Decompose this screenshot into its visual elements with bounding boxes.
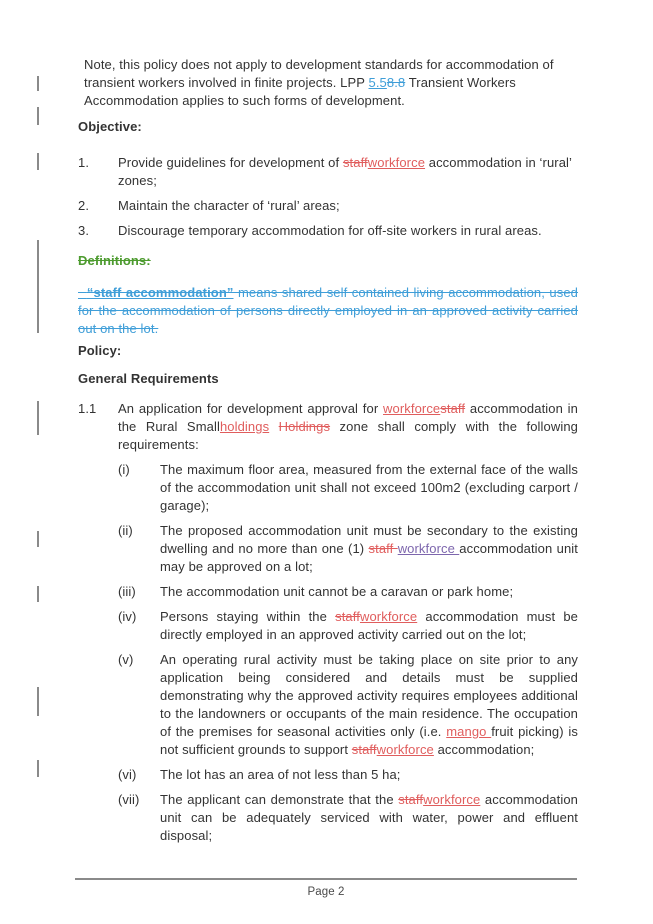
- item-number: 3.: [78, 223, 90, 238]
- requirement-text: [160, 461, 578, 515]
- requirement-text: [160, 608, 578, 644]
- objective-heading: Objective:: [78, 119, 142, 134]
- text-run: accommodation in ‘rural’ zones;: [118, 155, 572, 188]
- text-run: An application for development approval for: [118, 401, 384, 416]
- general-requirements-heading: General Requirements: [78, 371, 219, 386]
- policy-heading: Policy:: [78, 343, 122, 358]
- item-text: [118, 197, 578, 215]
- text-run: staff: [342, 155, 368, 170]
- text-run: 5.5: [368, 75, 387, 90]
- text-run: accommodation unit can be adequately serviced with water, power and effluent disposal;: [160, 792, 578, 843]
- text-run: The applicant can demonstrate that the: [160, 792, 399, 807]
- text-run: workforce: [383, 401, 441, 416]
- text-run: [269, 419, 279, 434]
- document-content: [78, 56, 578, 845]
- requirement-number: (vii): [118, 792, 140, 807]
- requirement-number: (i): [118, 462, 130, 477]
- text-run: Provide guidelines for development of: [118, 155, 343, 170]
- text-run: [78, 285, 87, 300]
- objective-item: [78, 197, 578, 215]
- page-number: Page 2: [307, 886, 345, 898]
- text-run: staff: [368, 541, 398, 556]
- text-run: accommodation unit may be approved on a lot;: [160, 541, 579, 574]
- item-text: [118, 222, 578, 240]
- text-run: The proposed accommodation unit must be secondary to the existing dwelling and no more than one (1): [160, 523, 578, 556]
- text-run: Discourage temporary accommodation for off-site workers in rural areas.: [118, 223, 542, 238]
- requirement-item: [118, 651, 578, 759]
- clause-text: [118, 400, 578, 454]
- change-bar: [37, 687, 39, 716]
- text-run: staff: [398, 792, 424, 807]
- requirement-item: [118, 791, 578, 845]
- text-run: workforce: [397, 541, 460, 556]
- clause-1-1: [78, 400, 578, 454]
- text-run: The maximum floor area, measured from the external face of the walls of the accommodation unit shall not exceed 100m2 (excluding carport / garage);: [160, 462, 578, 513]
- note-paragraph: [84, 56, 570, 110]
- change-bar: [37, 531, 39, 547]
- requirement-text: [160, 651, 578, 759]
- objective-list: [78, 154, 578, 240]
- requirement-number: (v): [118, 652, 134, 667]
- definitions-heading: Definitions:: [78, 253, 151, 268]
- clause-number: 1.1: [78, 401, 97, 416]
- text-run: means shared self contained living accommodation, used for the accommodation of persons directly employed in an approved activity carried out on the lot.: [78, 285, 579, 336]
- text-run: accommodation must be directly employed in an approved activity carried out on the lot;: [160, 609, 578, 642]
- text-run: An operating rural activity must be taking place on site prior to any application being considered and details must be supplied demonstrating why the approved activity requires employees additional to the landowners or occupants of the main residence. The occupation of the premises for seasonal activities only (i.e.: [160, 652, 578, 739]
- requirement-text: [160, 791, 578, 845]
- definition-paragraph: [78, 284, 578, 338]
- requirement-item: [118, 461, 578, 515]
- requirement-text: [160, 583, 578, 601]
- change-bar: [37, 760, 39, 777]
- requirement-number: (ii): [118, 523, 133, 538]
- change-bar: [37, 107, 39, 125]
- text-run: The lot has an area of not less than 5 ha;: [160, 767, 401, 782]
- text-run: holdings: [219, 419, 270, 434]
- text-run: mango: [446, 724, 492, 739]
- text-run: workforce: [376, 742, 434, 757]
- text-run: 8.8: [386, 75, 406, 90]
- text-run: workforce: [423, 792, 481, 807]
- text-run: workforce: [367, 155, 426, 170]
- item-number: 1.: [78, 155, 90, 170]
- text-run: accommodation in the Rural Small: [118, 401, 578, 434]
- item-number: 2.: [78, 198, 90, 213]
- item-text: [118, 154, 578, 190]
- text-run: “staff accommodation”: [86, 285, 234, 300]
- text-run: Transient Workers Accommodation applies to such forms of development.: [84, 75, 516, 108]
- text-run: workforce: [359, 609, 418, 624]
- text-run: Holdings: [278, 419, 331, 434]
- requirement-text: [160, 522, 578, 576]
- text-run: accommodation;: [433, 742, 535, 757]
- text-run: Maintain the character of ‘rural’ areas;: [118, 198, 340, 213]
- requirement-number: (iii): [118, 584, 136, 599]
- requirement-item: [118, 766, 578, 784]
- objective-item: [78, 154, 578, 190]
- requirement-item: [118, 608, 578, 644]
- requirement-item: [118, 522, 578, 576]
- change-bar: [37, 401, 39, 435]
- change-bar: [37, 153, 39, 170]
- text-run: staff: [440, 401, 466, 416]
- text-run: zone shall comply with the following requirements:: [118, 419, 578, 452]
- text-run: staff: [335, 609, 360, 624]
- text-run: The accommodation unit cannot be a caravan or park home;: [160, 584, 514, 599]
- objective-item: [78, 222, 578, 240]
- page-footer: [75, 878, 577, 901]
- requirement-item: [118, 583, 578, 601]
- text-run: fruit picking) is not sufficient grounds to support: [160, 724, 578, 757]
- requirement-text: [160, 766, 578, 784]
- change-bar: [37, 586, 39, 602]
- text-run: Note, this policy does not apply to development standards for accommodation of transient workers involved in finite projects. LPP: [84, 57, 554, 90]
- requirement-number: (vi): [118, 767, 137, 782]
- change-bar: [37, 240, 39, 333]
- text-run: staff: [351, 742, 377, 757]
- requirements-list: [118, 461, 578, 845]
- text-run: Persons staying within the: [160, 609, 336, 624]
- requirement-number: (iv): [118, 609, 137, 624]
- change-bar: [37, 76, 39, 91]
